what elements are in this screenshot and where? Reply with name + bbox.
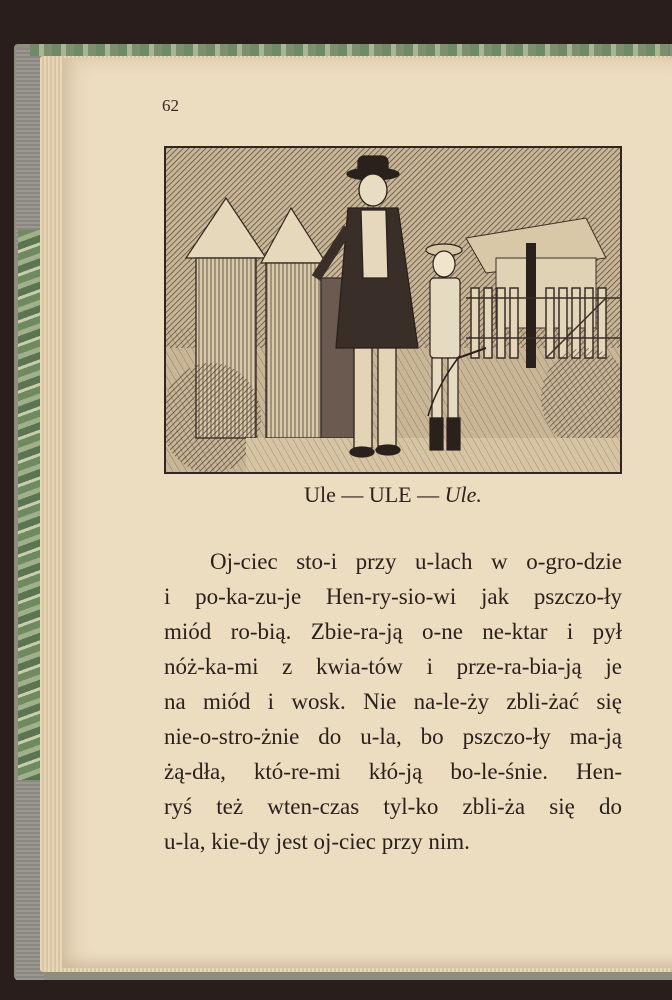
- caption-word-2: ULE: [368, 482, 412, 507]
- text-line: i po-ka-zu-je Hen-ry-sio-wi jak pszczo-ły: [164, 584, 622, 609]
- text-line: na miód i wosk. Nie na-le-ży zbli-żać się: [164, 689, 622, 714]
- caption-dash-2: —: [411, 482, 445, 507]
- text-line: nie-o-stro-żnie do u-la, bo pszczo-ły ma-ją: [164, 724, 622, 749]
- text-line: żą-dła, któ-re-mi kłó-ją bo-le-śnie. Hen-: [164, 759, 622, 784]
- caption-word-3: Ule.: [444, 482, 482, 507]
- engraving-illustration: [164, 146, 622, 474]
- text-line: nóż-ka-mi z kwia-tów i prze-ra-bia-ją je: [164, 654, 622, 679]
- text-line: u-la, kie-dy jest oj-ciec przy nim.: [164, 829, 470, 854]
- text-line: miód ro-bią. Zbie-ra-ją o-ne ne-ktar i pył: [164, 619, 622, 644]
- caption-dash-1: —: [335, 482, 369, 507]
- page-number: 62: [162, 96, 179, 115]
- text-line: Oj-ciec sto-i przy u-lach w o-gro-dzie: [210, 549, 622, 574]
- body-paragraph: [164, 544, 622, 859]
- caption-word-1: Ule: [304, 482, 336, 507]
- text-line: ryś też wten-czas tyl-ko zbli-ża się do: [164, 794, 622, 819]
- engraving-father-son-beehives-icon: [166, 148, 620, 472]
- marbled-top-edge: [30, 44, 670, 56]
- illustration-caption: [164, 482, 622, 508]
